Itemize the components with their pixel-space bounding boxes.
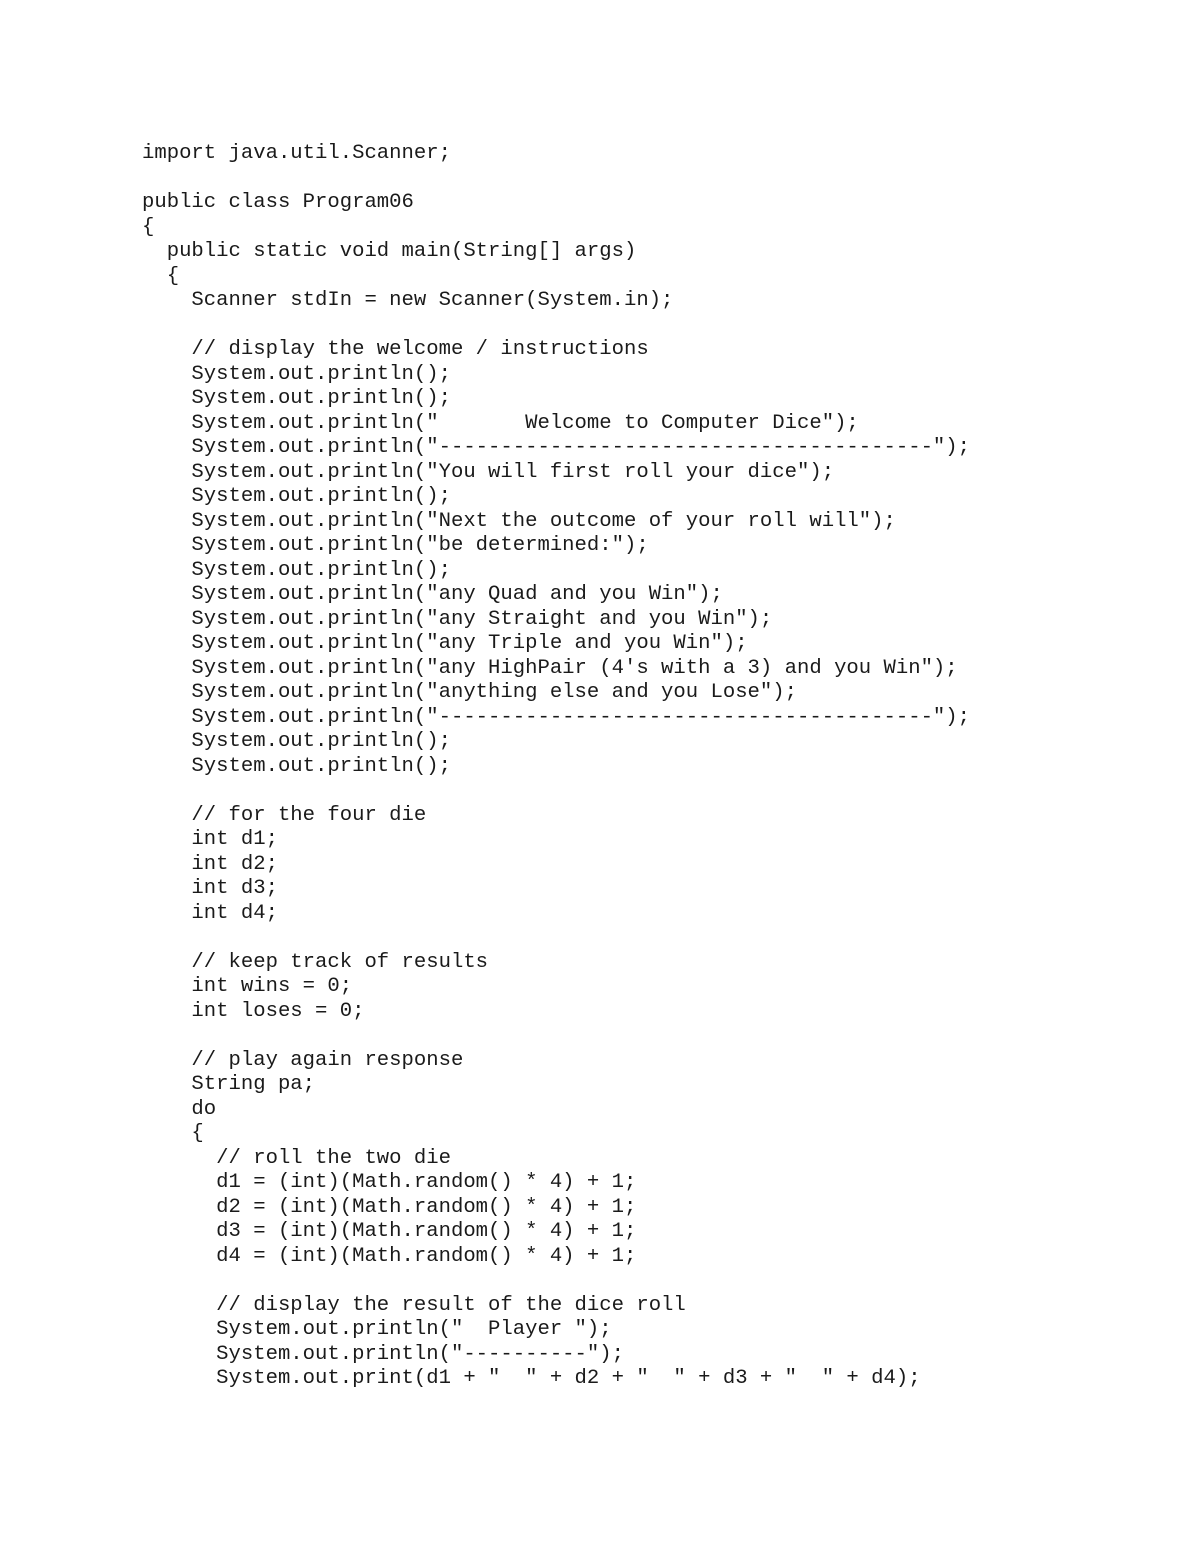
code-line: d3 = (int)(Math.random() * 4) + 1;: [142, 1220, 637, 1243]
code-line: {: [142, 1122, 204, 1145]
blank-line: [142, 926, 970, 951]
blank-line: [142, 167, 970, 192]
code-line: // roll the two die: [142, 1146, 451, 1170]
code-line: System.out.println();: [142, 387, 451, 410]
code-line: String pa;: [142, 1073, 316, 1096]
blank-line: [142, 314, 970, 339]
code-line: System.out.println();: [142, 558, 451, 582]
code-line: // keep track of results: [142, 950, 489, 974]
code-line: System.out.println();: [142, 485, 451, 508]
blank-line: [142, 1024, 970, 1049]
code-line: public class Program06: [142, 191, 414, 214]
code-line: System.out.println("any HighPair (4's with a 3) and you Win");: [142, 656, 958, 680]
code-line: // display the result of the dice roll: [142, 1293, 686, 1317]
code-line: d2 = (int)(Math.random() * 4) + 1;: [142, 1195, 637, 1219]
code-line: System.out.println("be determined:");: [142, 534, 649, 557]
code-line: import java.util.Scanner;: [142, 142, 451, 165]
code-line: int loses = 0;: [142, 999, 365, 1023]
code-line: int d3;: [142, 877, 278, 900]
code-line: int d1;: [142, 828, 278, 851]
code-line: System.out.println("----------");: [142, 1342, 624, 1366]
code-listing: [142, 142, 970, 1392]
code-line: // for the four die: [142, 803, 427, 827]
code-line: int d2;: [142, 852, 278, 876]
code-line: System.out.println();: [142, 362, 451, 386]
blank-line: [142, 1269, 970, 1294]
code-line: // play again response: [142, 1048, 464, 1072]
code-line: int wins = 0;: [142, 975, 353, 998]
code-line: {: [142, 215, 155, 239]
code-line: System.out.println("anything else and you Lose");: [142, 681, 797, 704]
code-line: System.out.println(" Player ");: [142, 1318, 612, 1341]
code-line: System.out.println("any Straight and you Win");: [142, 607, 773, 631]
code-line: System.out.println("Next the outcome of your roll will");: [142, 509, 896, 533]
blank-line: [142, 779, 970, 804]
code-line: System.out.println("any Triple and you Win");: [142, 632, 748, 655]
code-line: Scanner stdIn = new Scanner(System.in);: [142, 289, 674, 312]
code-line: System.out.println("----------------------------------------");: [142, 705, 971, 729]
code-line: System.out.println("any Quad and you Win");: [142, 583, 723, 606]
code-line: d4 = (int)(Math.random() * 4) + 1;: [142, 1244, 637, 1268]
code-line: public static void main(String[] args): [142, 240, 637, 263]
code-line: d1 = (int)(Math.random() * 4) + 1;: [142, 1171, 637, 1194]
code-line: System.out.println(" Welcome to Computer Dice");: [142, 411, 859, 435]
code-line: int d4;: [142, 901, 278, 925]
code-line: {: [142, 264, 180, 288]
code-line: System.out.println("----------------------------------------");: [142, 436, 971, 459]
code-line: System.out.println();: [142, 754, 451, 778]
code-line: System.out.print(d1 + " " + d2 + " " + d3 + " " + d4);: [142, 1367, 921, 1390]
code-line: System.out.println("You will first roll your dice");: [142, 460, 835, 484]
code-line: System.out.println();: [142, 730, 451, 753]
code-line: do: [142, 1097, 217, 1121]
code-line: // display the welcome / instructions: [142, 338, 649, 361]
